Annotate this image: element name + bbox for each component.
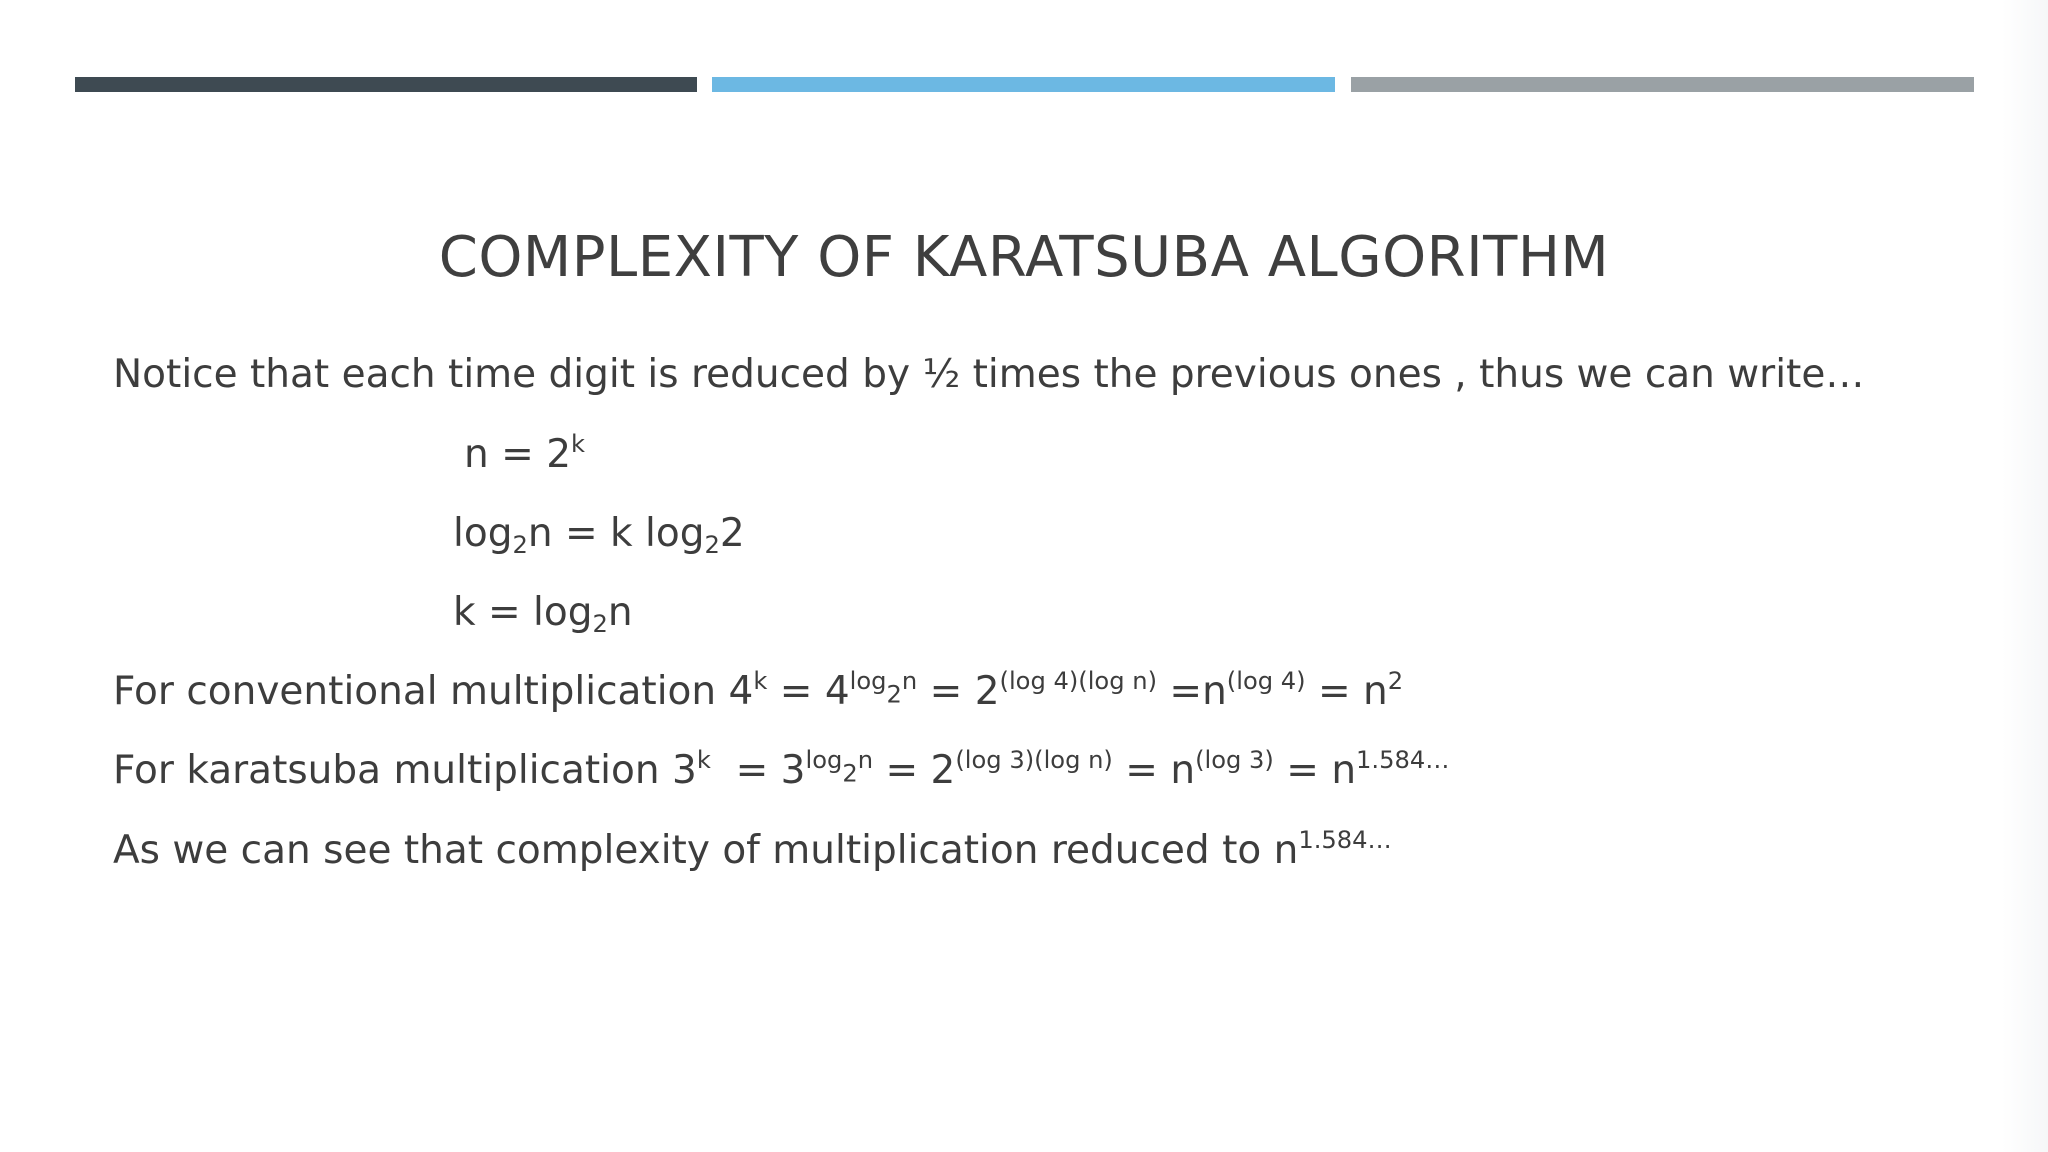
log2n-exponent: log2n bbox=[849, 667, 918, 709]
slide-title: COMPLEXITY OF KARATSUBA ALGORITHM bbox=[438, 225, 1610, 290]
header-bar-dark bbox=[75, 77, 697, 92]
log2n-exponent: log2n bbox=[805, 746, 874, 788]
equation-n-equals-2k: $n = 2^k$ bbox=[464, 430, 586, 477]
equation-log2n: $\log_2n = k$ $\log_22$ bbox=[453, 511, 745, 559]
conclusion-line: As we can see that complexity of multiplication reduced to $n^{1.584\dots}$ bbox=[113, 826, 1392, 873]
header-bar-gray bbox=[1351, 77, 1974, 92]
slide-edge-shadow bbox=[2002, 0, 2048, 1152]
equation-k-equals-log2n: $k = \log_2n$ bbox=[453, 590, 633, 638]
intro-text: Notice that each time digit is reduced by ½ times the previous ones , thus we can write… bbox=[113, 352, 1865, 397]
header-bar-blue bbox=[712, 77, 1335, 92]
conventional-multiplication-line: For conventional multiplication $4^k = 4^{log_2n} = 2^{(log 4)(log n)} =n^{(log 4)} = n^2$ bbox=[113, 667, 1404, 714]
karatsuba-multiplication-line: For karatsuba multiplication $3^k = 3^{log_2n} = 2^{(log 3)(log n)} = n^{(log 3)} = n^{1.584\dots}$ bbox=[113, 746, 1450, 793]
